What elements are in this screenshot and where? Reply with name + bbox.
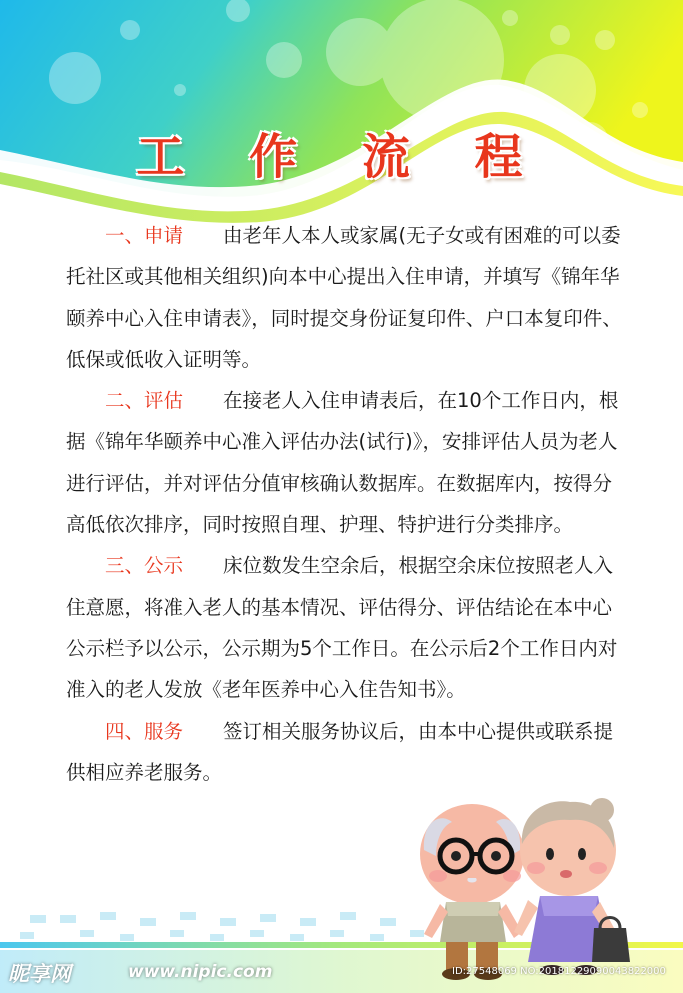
- section-heading: 二、评估: [105, 389, 184, 413]
- workflow-content: [66, 215, 626, 793]
- section-body: 由老年人本人或家属(无子女或有困难的可以委托社区或其他相关组织)向本中心提出入住申请，并填写《锦年华颐养中心入住申请表》，同时提交身份证复印件、户口本复印件、低保或低收入证明等。: [66, 224, 622, 371]
- section-body: 床位数发生空余后，根据空余床位按照老人入住意愿，将准入老人的基本情况、评估得分、评估结论在本中心公示栏予以公示，公示期为5个工作日。在公示后2个工作日内对准入的老人发放《老年医养中心入住告知书》。: [66, 554, 618, 702]
- section-heading: 四、服务: [105, 719, 184, 743]
- section-heading: 一、申请: [105, 224, 184, 247]
- section-apply: [66, 215, 626, 380]
- old-woman-figure: [514, 798, 630, 975]
- elderly-couple-illustration: [410, 792, 635, 982]
- section-body: 签订相关服务协议后，由本中心提供或联系提供相应养老服务。: [66, 719, 614, 784]
- section-publicize: [66, 545, 626, 710]
- page-title: 工 作 流 程: [136, 129, 547, 185]
- section-service: [66, 711, 626, 794]
- watermark-logo: 昵享网: [8, 962, 71, 986]
- section-heading: 三、公示: [105, 554, 184, 578]
- section-assess: [66, 380, 626, 545]
- watermark-url: www.nipic.com: [128, 962, 273, 982]
- watermark-id: ID:27548069 NO:20181229090043822000: [452, 966, 666, 977]
- section-body: 在接老人入住申请表后，在10个工作日内，根据《锦年华颐养中心准入评估办法(试行)》，安排评估人员为老人进行评估，并对评估分值审核确认数据库。在数据库内，按得分高低依次排序，同时按照自理、护理、特护进行分类排序。: [66, 389, 619, 537]
- old-man-figure: [420, 804, 524, 980]
